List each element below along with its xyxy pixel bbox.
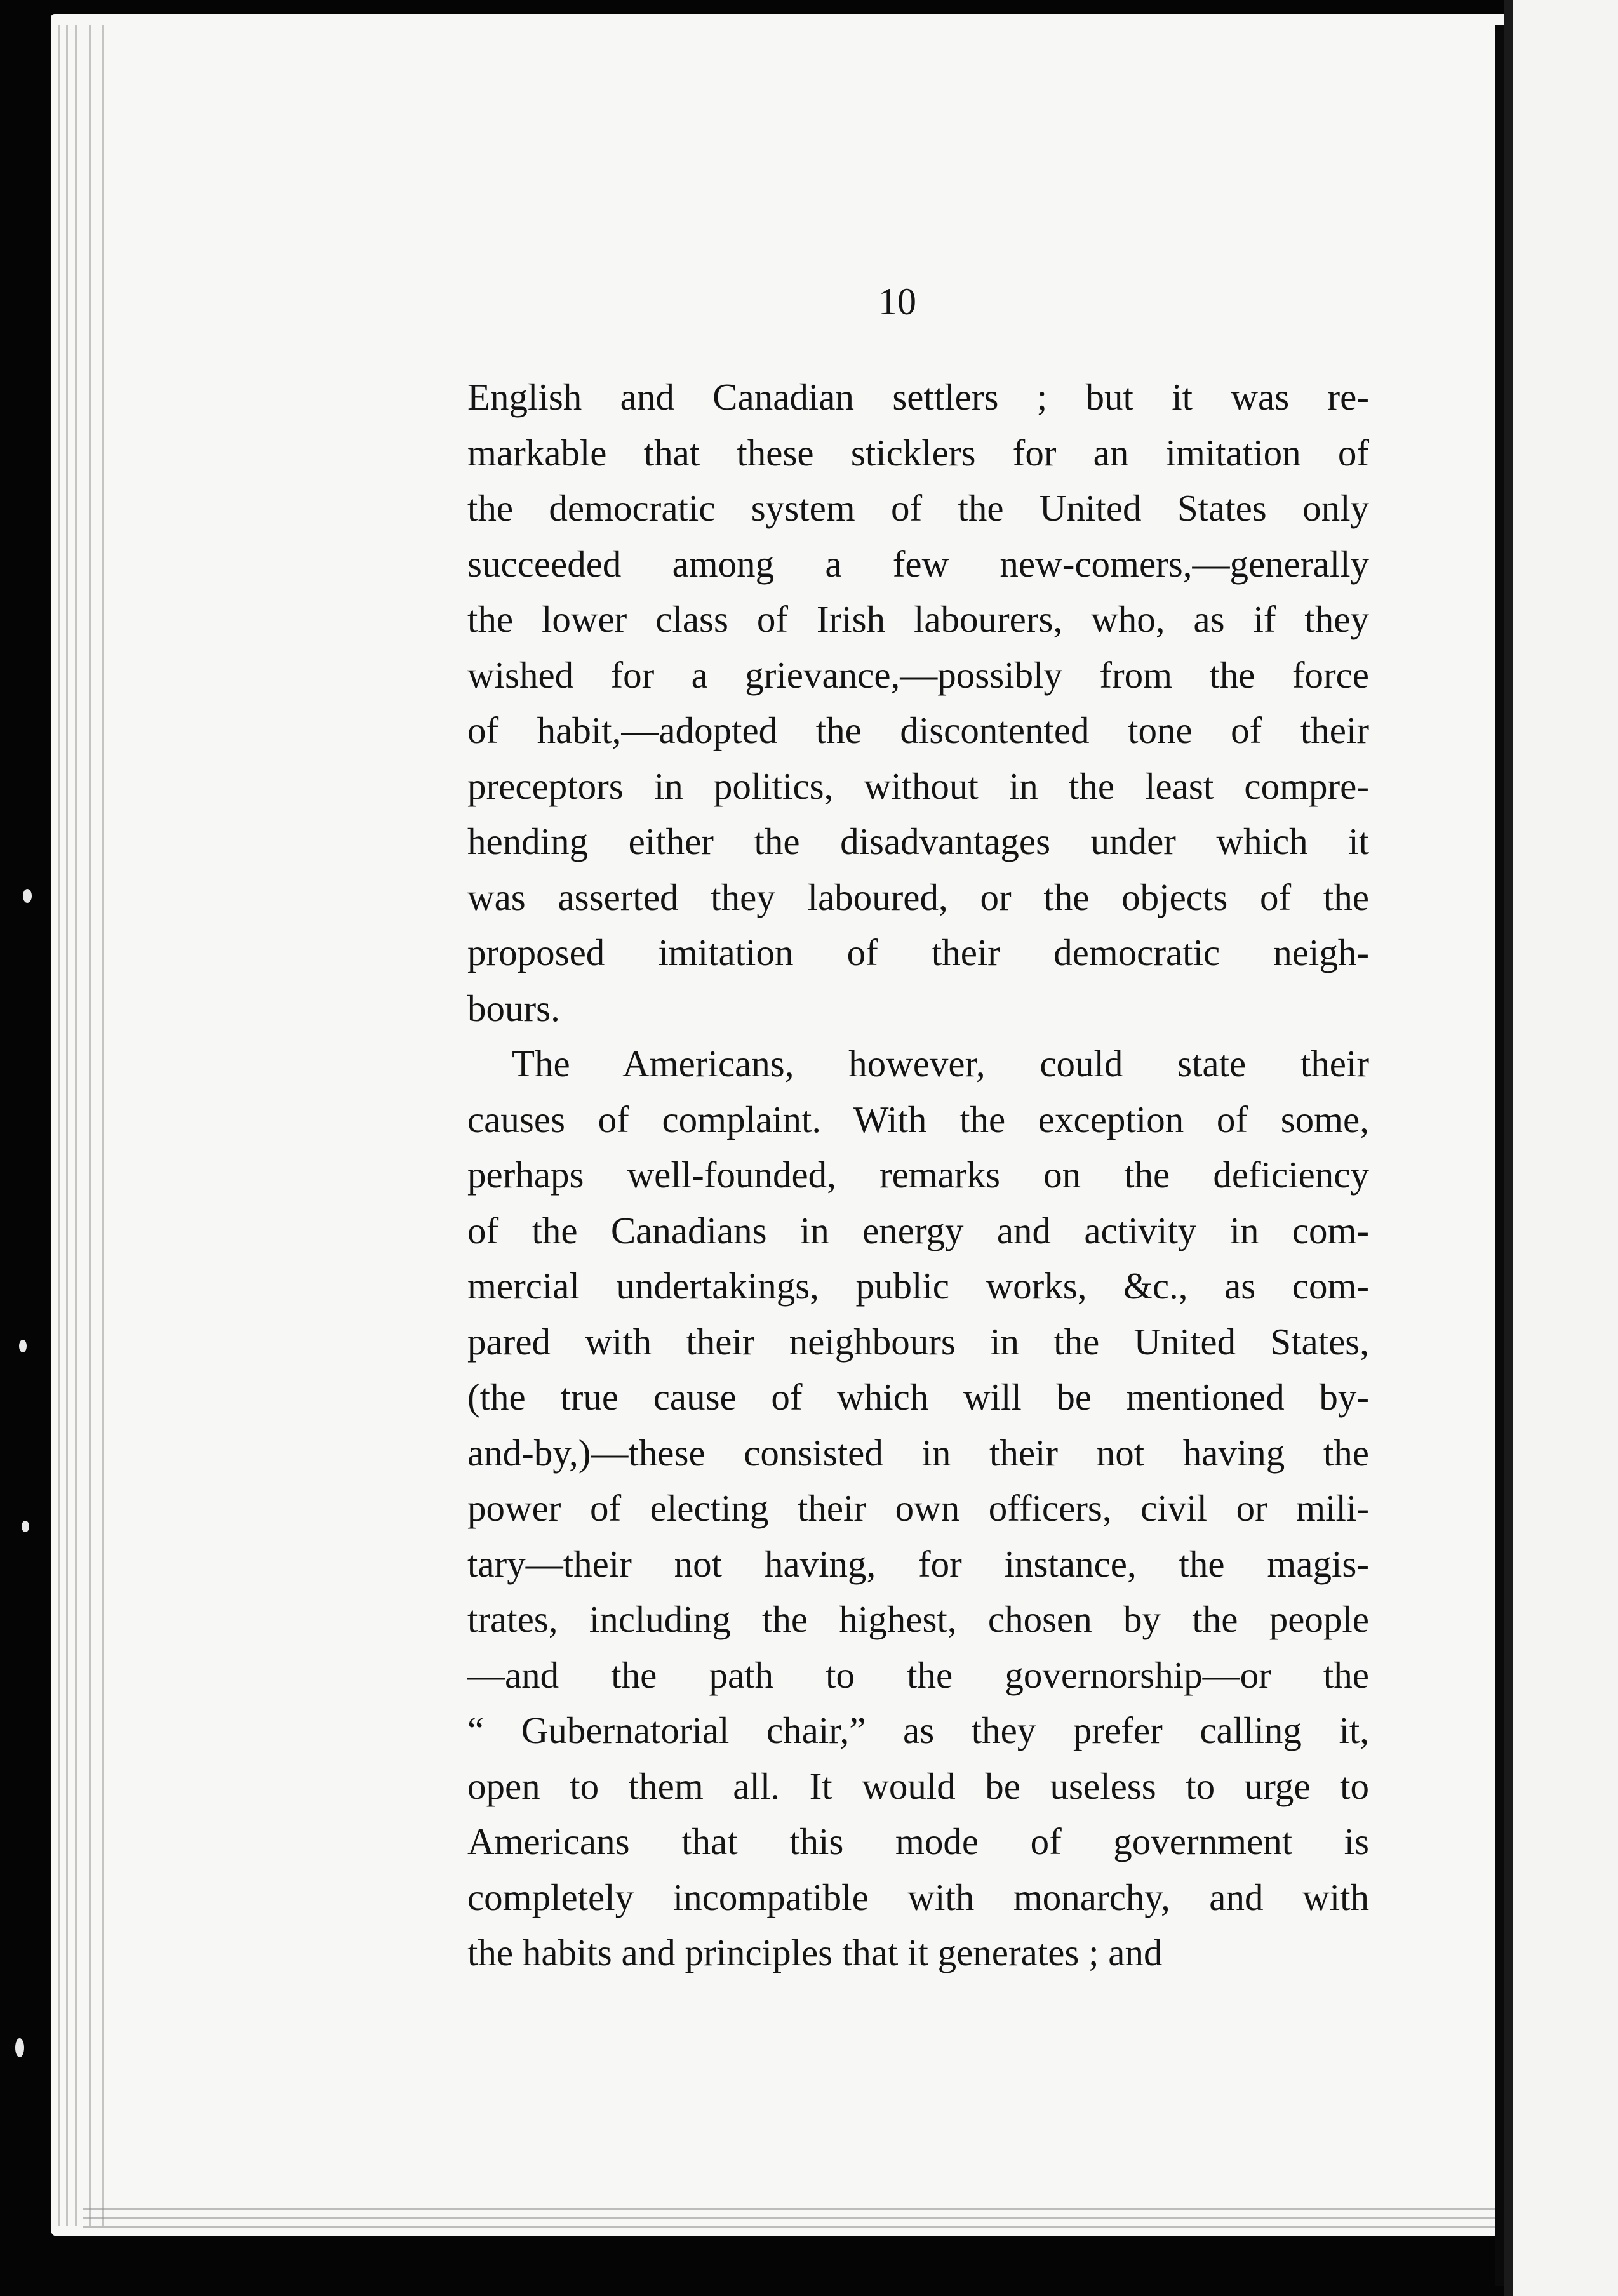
text-line: Americans that this mode of government is [467,1820,1369,1862]
text-line: of habit,—adopted the discontented tone of their [467,709,1369,751]
text-line: markable that these sticklers for an imitation of [467,431,1369,474]
text-line: The Americans, however, could state their [512,1043,1369,1085]
facing-page-sliver [1513,0,1618,2296]
page-edge-left [89,25,91,2226]
gutter-shadow [1504,0,1513,2296]
text-line: of the Canadians in energy and activity in com- [467,1209,1369,1251]
text-line: pared with their neighbours in the United States, [467,1320,1369,1363]
paragraph [467,1036,1369,1981]
text-line: English and Canadian settlers ; but it was re- [467,376,1369,418]
page-edge-left [102,25,104,2226]
text-line: the lower class of Irish labourers, who, as if they [467,598,1369,640]
text-line: bours. [467,987,560,1029]
body-text [467,370,1369,1981]
page-number: 10 [878,281,916,323]
text-line: open to them all. It would be useless to urge to [467,1765,1369,1807]
paper-sheet [51,14,1514,2236]
text-line: proposed imitation of their democratic neigh- [467,931,1369,973]
scan-speck [22,1521,29,1532]
page-edge-left [66,25,68,2226]
text-line: (the true cause of which will be mentioned by- [467,1376,1369,1418]
text-line: the habits and principles that it generates ; and [467,1932,1163,1973]
text-line: was asserted they laboured, or the objects of the [467,876,1369,918]
page-edge-bottom [83,2208,1618,2210]
scan-speck [15,2038,24,2057]
text-line: and-by,)—these consisted in their not having the [467,1431,1369,1474]
text-line: —and the path to the governorship—or the [467,1653,1369,1696]
text-line: the democratic system of the United States only [467,487,1369,529]
page-edge-left [75,25,77,2226]
text-line: completely incompatible with monarchy, and with [467,1876,1369,1918]
text-line: mercial undertakings, public works, &c., as com- [467,1265,1369,1307]
text-line: hending either the disadvantages under which it [467,820,1369,862]
text-line: perhaps well-founded, remarks on the deficiency [467,1154,1369,1196]
page-edge-bottom [83,2217,1618,2219]
page-edge-bottom [83,2226,1618,2228]
text-line: causes of complaint. With the exception of some, [467,1098,1369,1140]
page-edge-left [58,25,60,2226]
text-line: “ Gubernatorial chair,” as they prefer calling it, [467,1709,1369,1751]
paragraph [467,370,1369,1036]
scan-speck [19,1340,27,1352]
text-line: wished for a grievance,—possibly from the force [467,653,1369,696]
text-line: tary—their not having, for instance, the magis- [467,1542,1369,1585]
book-spine-shadow [1495,25,1504,2286]
text-line: succeeded among a few new-comers,—generally [467,542,1369,585]
text-line: power of electing their own officers, civil or mili- [467,1487,1369,1529]
text-line: trates, including the highest, chosen by the people [467,1598,1369,1640]
text-line: preceptors in politics, without in the least compre- [467,764,1369,807]
scan-speck [23,889,32,903]
